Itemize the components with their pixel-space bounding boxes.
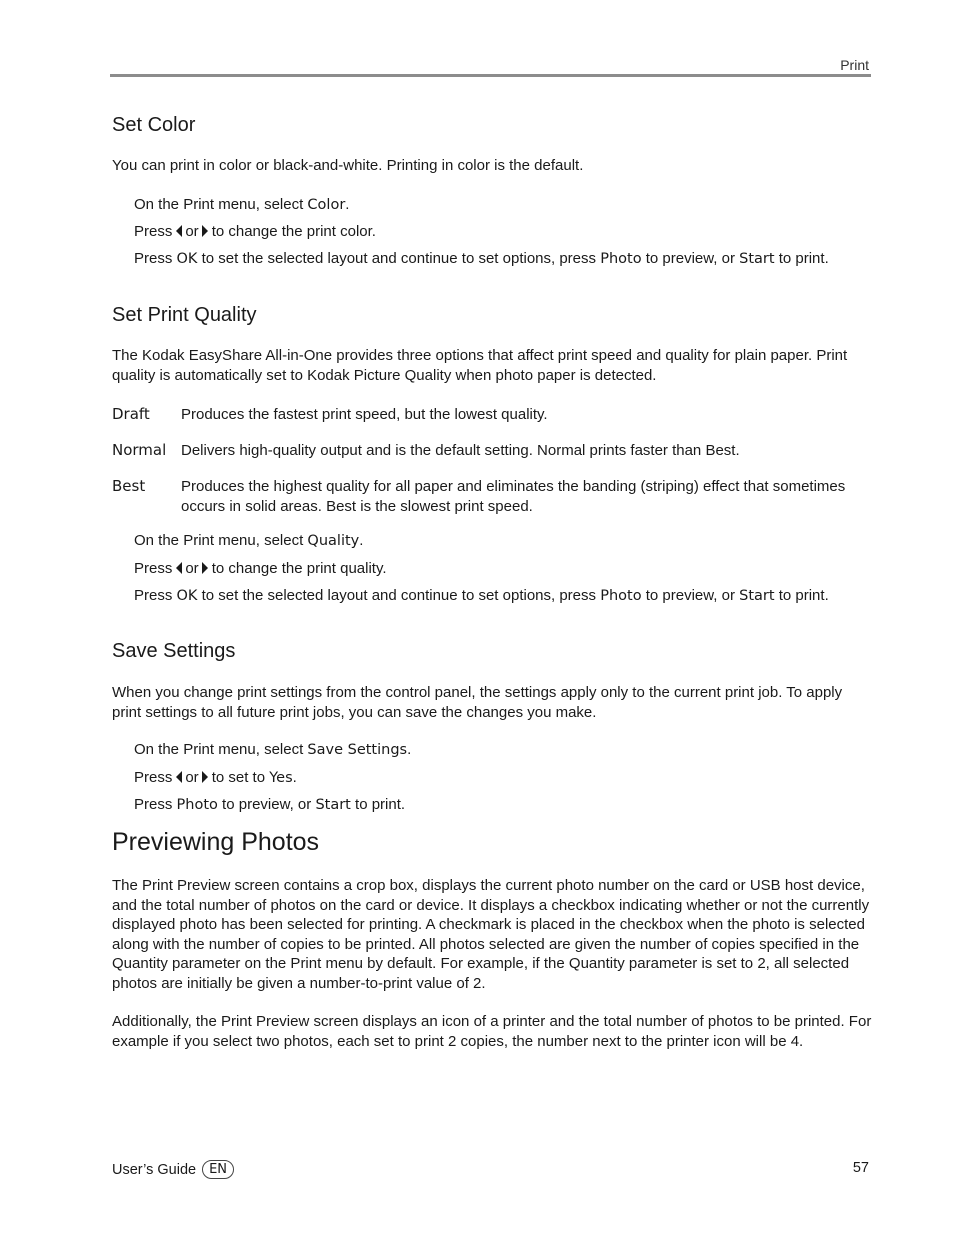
left-arrow-icon: [176, 562, 182, 574]
running-header: Print: [840, 57, 869, 73]
keyword: Photo: [176, 797, 218, 813]
set-color-intro: You can print in color or black-and-white. Printing in color is the default.: [112, 157, 584, 174]
set-color-heading: Set Color: [112, 114, 196, 136]
keyword: Start: [739, 251, 775, 267]
print-quality-step-1: On the Print menu, select Quality.: [134, 532, 364, 549]
set-print-quality-heading: Set Print Quality: [112, 304, 257, 326]
keyword: Photo: [600, 251, 642, 267]
save-settings-step-2: Press or to set to Yes.: [134, 769, 297, 786]
set-color-step-1: On the Print menu, select Color.: [134, 196, 350, 213]
left-arrow-icon: [176, 225, 182, 237]
option-term-normal: Normal: [112, 441, 167, 459]
set-color-step-2: Press or to change the print color.: [134, 223, 376, 240]
option-desc-draft: Produces the fastest print speed, but the lowest quality.: [181, 406, 548, 423]
print-quality-intro: The Kodak EasyShare All-in-One provides three options that affect print speed and quality for plain paper. Print quality is automatically set to Kodak Picture Quality when photo paper is detected.: [112, 347, 848, 384]
footer-guide: [112, 1160, 234, 1179]
keyword: Start: [739, 588, 775, 604]
right-arrow-icon: [202, 225, 208, 237]
keyword: Quality: [307, 533, 360, 549]
previewing-photos-para-2: Additionally, the Print Preview screen displays an icon of a printer and the total number of photos to be printed. For example if you select two photos, each set to print 2 copies, the number next to the printer icon will be 4.: [112, 1013, 872, 1050]
option-term-best: Best: [112, 477, 146, 495]
set-color-step-3: Press OK to set the selected layout and continue to set options, press Photo to preview, or Start to print.: [134, 250, 829, 267]
save-settings-heading: Save Settings: [112, 640, 236, 662]
right-arrow-icon: [202, 562, 208, 574]
keyword: OK: [176, 588, 198, 604]
keyword: Save Settings: [307, 742, 408, 758]
option-desc-best: Produces the highest quality for all paper and eliminates the banding (striping) effect that sometimes occurs in solid areas. Best is the slowest print speed.: [181, 478, 846, 515]
language-badge: EN: [202, 1160, 234, 1179]
page-number: 57: [852, 1160, 869, 1176]
save-settings-step-1: On the Print menu, select Save Settings.: [134, 741, 412, 758]
left-arrow-icon: [176, 771, 182, 783]
print-quality-step-2: Press or to change the print quality.: [134, 560, 387, 577]
right-arrow-icon: [202, 771, 208, 783]
option-term-draft: Draft: [112, 405, 150, 423]
keyword: Start: [315, 797, 351, 813]
keyword: OK: [176, 251, 198, 267]
keyword: Yes: [269, 770, 293, 786]
save-settings-intro: When you change print settings from the control panel, the settings apply only to the current print job. To apply print settings to all future print jobs, you can save the changes you make.: [112, 684, 843, 721]
header-rule: [110, 74, 871, 77]
keyword: Photo: [600, 588, 642, 604]
previewing-photos-heading: Previewing Photos: [112, 828, 320, 856]
option-desc-normal: Delivers high-quality output and is the default setting. Normal prints faster than Best.: [181, 442, 740, 459]
footer-guide-label: User’s Guide: [112, 1161, 197, 1178]
save-settings-step-3: Press Photo to preview, or Start to print.: [134, 796, 406, 813]
print-quality-step-3: Press OK to set the selected layout and continue to set options, press Photo to preview, or Start to print.: [134, 587, 829, 604]
previewing-photos-para-1: The Print Preview screen contains a crop box, displays the current photo number on the card or USB host device, and the total number of photos on the card or device. It displays a checkbox indicating whether or not the currently displayed photo has been selected for printing. A checkmark is placed in the checkbox when the photo is selected along with the number of copies to be printed. All photos selected are given the number of copies specified in the Quantity parameter on the Print menu by default. For example, if the Quantity parameter is set to 2, all selected photos are initially be given a number-to-print value of 2.: [112, 877, 870, 992]
keyword: Color: [307, 197, 346, 213]
